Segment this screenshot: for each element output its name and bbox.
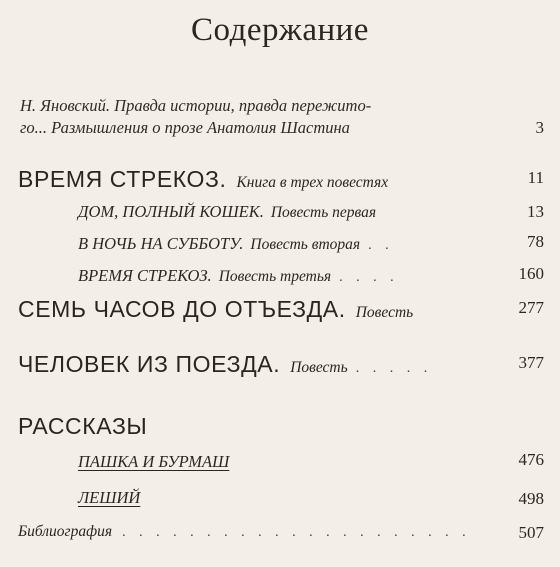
- part-2-page-number: 78: [527, 232, 544, 251]
- part-1-entry: [78, 202, 376, 222]
- part-3-entry: [78, 266, 399, 286]
- story-1-subtitle: Повесть: [355, 304, 414, 321]
- story-2-page-number: 377: [518, 353, 544, 372]
- bibliography-entry: [18, 523, 471, 541]
- story-item-1-page-number: 476: [518, 450, 544, 469]
- story-item-2-title: ЛЕШИЙ: [78, 488, 141, 507]
- story-2-entry: [18, 351, 432, 378]
- part-3-page-number: 160: [518, 264, 544, 283]
- part-3-leader: . . . .: [339, 270, 399, 285]
- book-entry: [18, 166, 388, 193]
- intro-line-1: Н. Яновский. Правда истории, правда пережито-: [20, 96, 372, 115]
- bibliography-title: Библиография: [18, 523, 113, 540]
- book-subtitle: Книга в трех повестях: [236, 174, 389, 191]
- book-page-number: 11: [527, 168, 544, 187]
- story-item-2-page-number: 498: [518, 489, 544, 508]
- part-1-page-number: 13: [527, 202, 544, 221]
- story-1-title: СЕМЬ ЧАСОВ ДО ОТЪЕЗДА.: [18, 296, 346, 322]
- part-2-leader: . .: [368, 238, 394, 253]
- stories-heading: РАССКАЗЫ: [18, 413, 148, 439]
- story-item-1-title: ПАШКА И БУРМАШ: [78, 452, 230, 471]
- part-1-title: ДОМ, ПОЛНЫЙ КОШЕК.: [78, 202, 264, 221]
- intro-line-2: го... Размышления о прозе Анатолия Шастина: [20, 118, 350, 137]
- part-2-entry: [78, 234, 394, 254]
- story-1-page-number: 277: [518, 298, 544, 317]
- book-title: ВРЕМЯ СТРЕКОЗ.: [18, 166, 227, 192]
- story-1-entry: [18, 296, 413, 323]
- page-title: Содержание: [191, 12, 369, 48]
- story-2-leader: . . . . .: [355, 361, 433, 376]
- story-2-title: ЧЕЛОВЕК ИЗ ПОЕЗДА.: [18, 351, 281, 377]
- story-2-subtitle: Повесть: [290, 359, 348, 376]
- part-3-subtitle: Повесть третья: [218, 268, 332, 285]
- part-3-title: ВРЕМЯ СТРЕКОЗ.: [78, 266, 212, 285]
- part-2-subtitle: Повесть вторая: [250, 236, 361, 253]
- part-2-title: В НОЧЬ НА СУББОТУ.: [78, 234, 244, 253]
- intro-page-number: 3: [535, 118, 544, 137]
- bibliography-page-number: 507: [518, 523, 544, 542]
- bibliography-leader: . . . . . . . . . . . . . . . . . . . . .: [122, 525, 471, 540]
- part-1-subtitle: Повесть первая: [270, 204, 377, 221]
